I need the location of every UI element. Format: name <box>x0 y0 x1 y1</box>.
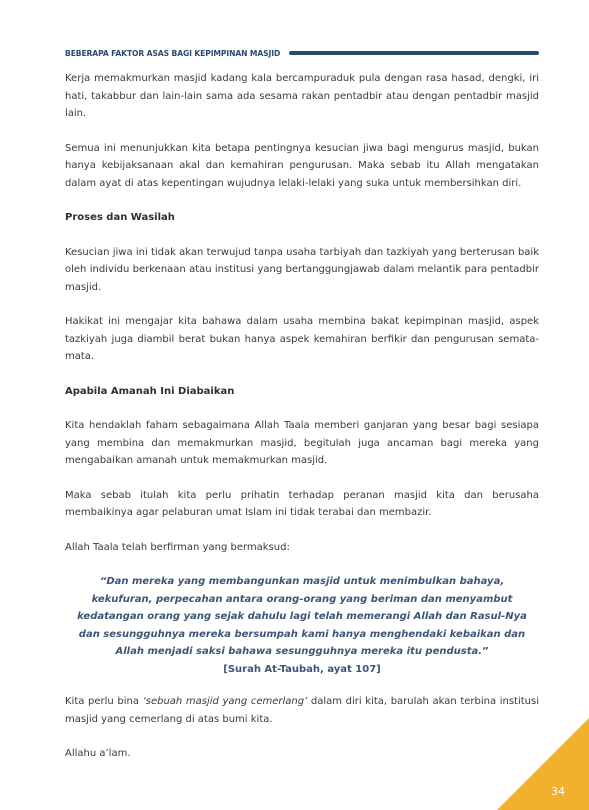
quote-line-4: dan sesungguhnya mereka bersumpah kami hanya menghendaki kebaikan dan <box>78 628 526 640</box>
quote-reference: [Surah At-Taubah, ayat 107] <box>223 663 381 675</box>
quote-line-1: “Dan mereka yang membangunkan masjid untuk menimbulkan bahaya, <box>99 576 505 587</box>
paragraph-7: Allah Taala telah berfirman yang bermaksud: <box>65 541 290 553</box>
section-heading-amanah: Apabila Amanah Ini Diabaikan <box>65 385 235 397</box>
page-number: 34 <box>551 785 565 798</box>
paragraph-4: Hakikat ini mengajar kita bahawa dalam usaha membina bakat kepimpinan masjid, aspek tazkiyah juga diambil berat bukan hanya aspek kemahiran berfikir dan pengurusan semata-mata. <box>65 316 539 362</box>
paragraph-8-end: dalam diri kita, barulah akan terbina institusi masjid yang cemerlang di atas bumi kita. <box>65 696 539 725</box>
paragraph-8-start: Kita perlu bina <box>65 696 143 707</box>
quote-line-2: kekufuran, perpecahan antara orang-orang yang beriman dan menyambut <box>91 593 513 605</box>
header-rule <box>289 51 539 55</box>
paragraph-9: Allahu a’lam. <box>65 748 131 759</box>
page-content <box>65 70 539 763</box>
paragraph-1: Kerja memakmurkan masjid kadang kala bercampuraduk pula dengan rasa hasad, dengki, iri hati, takabbur dan lain-lain sama ada sesama rakan pentadbir atau dengan pentadbir masjid lain. <box>65 73 539 119</box>
quran-quote <box>65 573 539 678</box>
running-header <box>65 45 539 61</box>
header-title: BEBERAPA FAKTOR ASAS BAGI KEPIMPINAN MASJID <box>65 48 281 58</box>
paragraph-6: Maka sebab itulah kita perlu prihatin terhadap peranan masjid kita dan berusaha membaikinya agar pelaburan umat Islam ini tidak terabai dan membazir. <box>65 489 539 518</box>
paragraph-8-emphasis: ‘sebuah masjid yang cemerlang’ <box>142 696 308 707</box>
quote-line-5: Allah menjadi saksi bahawa sesungguhnya mereka itu pendusta.” <box>115 646 489 657</box>
paragraph-8 <box>65 693 539 728</box>
corner-triangle <box>497 718 589 810</box>
section-heading-proses: Proses dan Wasilah <box>65 212 175 223</box>
paragraph-2: Semua ini menunjukkan kita betapa pentingnya kesucian jiwa bagi mengurus masjid, bukan hanya kebijaksanaan akal dan kemahiran pengurusan. Maka sebab itu Allah mengatakan dalam ayat di atas kepentingan wujudnya lelaki-lelaki yang suka untuk membersihkan diri. <box>65 142 539 189</box>
quote-line-3: kedatangan orang yang sejak dahulu lagi telah memerangi Allah dan Rasul-Nya <box>77 611 527 622</box>
paragraph-5: Kita hendaklah faham sebagaimana Allah Taala memberi ganjaran yang besar bagi sesiapa yang membina dan memakmurkan masjid, begitulah juga ancaman bagi mereka yang mengabaikan amanah untuk memakmurkan masjid. <box>65 420 539 466</box>
paragraph-3: Kesucian jiwa ini tidak akan terwujud tanpa usaha tarbiyah dan tazkiyah yang berterusan baik oleh individu berkenaan atau institusi yang bertanggungjawab dalam melantik para pentadbir masjid. <box>65 246 539 293</box>
